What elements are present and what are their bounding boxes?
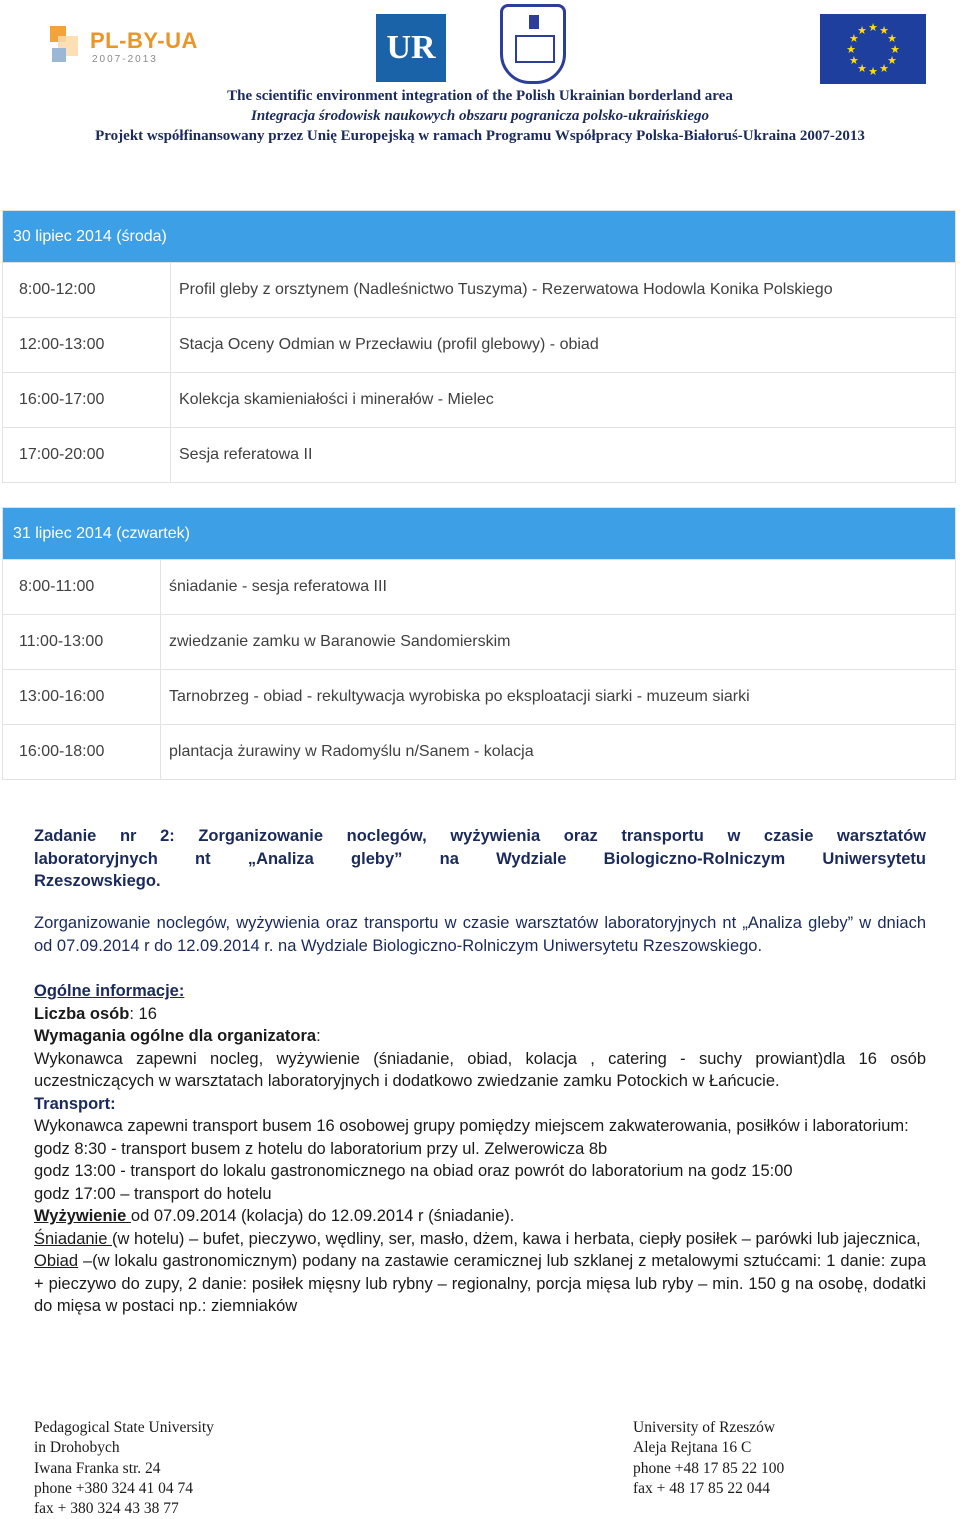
drohobych-university-seal — [500, 4, 566, 84]
footer-line: Aleja Rejtana 16 C — [633, 1439, 752, 1457]
table-row — [3, 373, 956, 428]
table-row — [3, 725, 956, 780]
day1-title: 30 lipiec 2014 (środa) — [3, 211, 956, 263]
desc-cell: Sesja referatowa II — [171, 428, 956, 483]
table-row — [3, 615, 956, 670]
transport-line-3: godz 17:00 – transport do hotelu — [34, 1184, 272, 1203]
schedule-day1-table — [2, 210, 956, 483]
breakfast-text — [34, 1228, 926, 1251]
general-info-heading: Ogólne informacje: — [34, 982, 185, 1000]
lunch-label: Obiad — [34, 1252, 79, 1270]
table-row — [3, 670, 956, 725]
task-heading — [34, 825, 926, 893]
footer-line: fax + 380 324 43 38 77 — [34, 1500, 179, 1518]
day2-header-row — [3, 508, 956, 560]
persons-label: Liczba osób — [34, 1004, 130, 1023]
svg-text:★: ★ — [849, 33, 859, 45]
header-text — [0, 86, 960, 146]
footer-drohobych-address — [34, 1418, 214, 1519]
plbyua-logo-text: PL-BY-UA — [90, 28, 198, 53]
desc-cell: śniadanie - sesja referatowa III — [161, 560, 956, 615]
svg-text:★: ★ — [857, 63, 867, 76]
time-cell: 16:00-18:00 — [3, 725, 161, 780]
lunch-desc: –(w lokalu gastronomicznym) podany na zastawie ceramicznej lub szklanej z metalowymi sztućcami: 1 danie: zupa + pieczywo do zupy, 2 danie: posiłek mięsny lub rybny – regionalny, porcja mięsa lub ryby – min. 150 g na osobę, dodatki do mięsa w postaci np.: ziemniaków — [34, 1252, 926, 1315]
transport-line-1: godz 8:30 - transport busem z hotelu do laboratorium przy ul. Zelwerowicza 8b — [34, 1139, 608, 1158]
task-heading-line: Zadanie nr 2: Zorganizowanie noclegów, wyżywienia oraz transportu w czasie warsztatów — [34, 827, 926, 845]
svg-text:★: ★ — [890, 44, 900, 56]
time-cell: 12:00-13:00 — [3, 318, 171, 373]
footer-line: Pedagogical State University — [34, 1419, 214, 1436]
persons-line — [34, 1003, 926, 1026]
svg-text:★: ★ — [879, 63, 889, 76]
header-line-project: Projekt współfinansowany przez Unię Europejską w ramach Programu Współpracy Polska-Białoruś-Ukraina 2007-2013 — [95, 128, 865, 144]
time-cell: 13:00-16:00 — [3, 670, 161, 725]
day2-title: 31 lipiec 2014 (czwartek) — [3, 508, 956, 560]
svg-text:★: ★ — [868, 22, 878, 34]
svg-text:★: ★ — [846, 44, 856, 56]
table-row — [3, 318, 956, 373]
time-cell: 8:00-12:00 — [3, 263, 171, 318]
general-info-section — [34, 980, 926, 1318]
requirements-colon: : — [316, 1027, 321, 1045]
desc-cell: Stacja Oceny Odmian w Przecławiu (profil glebowy) - obiad — [171, 318, 956, 373]
requirements-text: Wykonawca zapewni nocleg, wyżywienie (śniadanie, obiad, kolacja , catering - suchy prowiant)dla 16 osób uczestniczących w warsztatach laboratoryjnych i dodatkowo zwiedzanie zamku Potockich w Łańcucie. — [34, 1049, 926, 1090]
eu-stars-icon — [820, 14, 926, 84]
footer-rzeszow-address — [633, 1418, 784, 1499]
svg-text:★: ★ — [879, 24, 889, 37]
time-cell: 17:00-20:00 — [3, 428, 171, 483]
svg-text:★: ★ — [868, 66, 878, 78]
table-row — [3, 263, 956, 318]
plbyua-logo — [50, 22, 200, 68]
footer-line: in Drohobych — [34, 1439, 120, 1457]
breakfast-label: Śniadanie — [34, 1229, 112, 1248]
lunch-text — [34, 1250, 926, 1318]
food-heading: Wyżywienie — [34, 1207, 131, 1225]
transport-text: Wykonawca zapewni transport busem 16 osobowej grupy pomiędzy miejscem zakwaterowania, posiłków i laboratorium: — [34, 1117, 909, 1135]
footer-line: Iwana Franka str. 24 — [34, 1459, 161, 1477]
task-heading-line: Rzeszowskiego. — [34, 872, 161, 890]
schedule-day2-table — [2, 507, 956, 780]
transport-heading: Transport: — [34, 1094, 116, 1113]
svg-text:★: ★ — [849, 55, 859, 67]
eu-flag-logo — [820, 14, 926, 84]
footer-line: phone +48 17 85 22 100 — [633, 1459, 785, 1477]
desc-cell: Tarnobrzeg - obiad - rekultywacja wyrobiska po eksploatacji siarki - muzeum siarki — [161, 670, 956, 725]
transport-line-2: godz 13:00 - transport do lokalu gastronomicznego na obiad oraz powrót do laboratorium na godz 15:00 — [34, 1162, 793, 1180]
breakfast-desc: (w hotelu) – bufet, pieczywo, wędliny, ser, masło, dżem, kawa i herbata, ciepły posiłek – parówki lub jajecznica, — [111, 1229, 921, 1248]
svg-text:★: ★ — [887, 33, 897, 45]
desc-cell: zwiedzanie zamku w Baranowie Sandomierskim — [161, 615, 956, 670]
university-rzeszow-logo — [376, 14, 446, 82]
task-heading-line: laboratoryjnych nt „Analiza gleby” na Wydziale Biologiczno-Rolniczym Uniwersytetu — [34, 849, 926, 868]
persons-value: : 16 — [129, 1004, 157, 1023]
desc-cell: plantacja żurawiny w Radomyślu n/Sanem - kolacja — [161, 725, 956, 780]
table-row — [3, 560, 956, 615]
food-dates: od 07.09.2014 (kolacja) do 12.09.2014 r (śniadanie). — [130, 1207, 515, 1225]
footer-line: fax + 48 17 85 22 044 — [633, 1479, 771, 1497]
svg-text:★: ★ — [887, 55, 897, 67]
plbyua-logo-years: 2007-2013 — [92, 54, 158, 65]
food-heading-line — [34, 1205, 926, 1228]
time-cell: 11:00-13:00 — [3, 615, 161, 670]
intro-paragraph: Zorganizowanie noclegów, wyżywienia oraz transportu w czasie warsztatów laboratoryjnych nt „Analiza gleby” w dniach od 07.09.2014 r do 12.09.2014 r. na Wydziale Biologiczno-Rolniczym Uniwersytetu Rzeszowskiego. — [34, 914, 926, 955]
svg-text:★: ★ — [857, 24, 867, 37]
header-line-english: The scientific environment integration of the Polish Ukrainian borderland area — [227, 88, 733, 104]
header-line-polish: Integracja środowisk naukowych obszaru pogranicza polsko-ukraińskiego — [251, 108, 709, 124]
footer-line: phone +380 324 41 04 74 — [34, 1479, 193, 1497]
time-cell: 16:00-17:00 — [3, 373, 171, 428]
desc-cell: Kolekcja skamieniałości i minerałów - Mielec — [171, 373, 956, 428]
table-row — [3, 428, 956, 483]
time-cell: 8:00-11:00 — [3, 560, 161, 615]
desc-cell: Profil gleby z orsztynem (Nadleśnictwo Tuszyma) - Rezerwatowa Hodowla Konika Polskiego — [171, 263, 956, 318]
footer-line: University of Rzeszów — [633, 1419, 776, 1436]
header-logos — [0, 0, 960, 90]
requirements-label: Wymagania ogólne dla organizatora — [34, 1027, 317, 1045]
requirements-line — [34, 1025, 926, 1048]
day1-header-row — [3, 211, 956, 263]
ur-logo-text: UR — [386, 29, 436, 66]
